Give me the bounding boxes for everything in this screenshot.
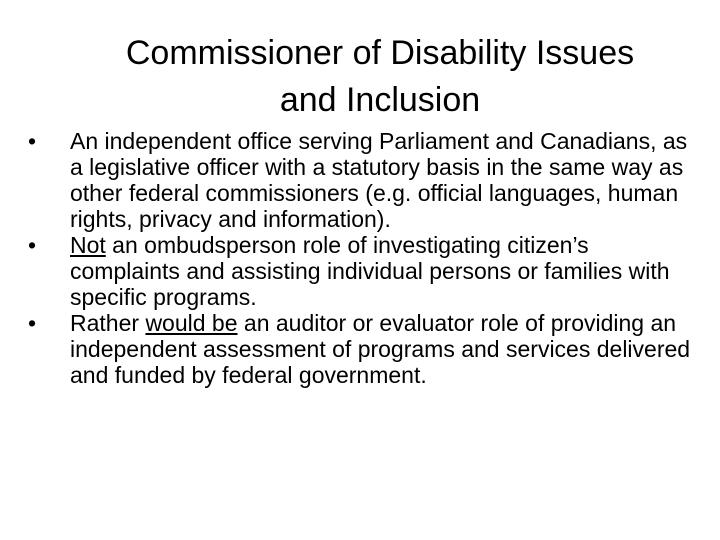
bullet-point-icon: • (28, 128, 37, 154)
slide-title (40, 30, 720, 124)
bullet-emphasis: would be (145, 310, 238, 336)
bullet-point-icon: • (28, 310, 37, 336)
bullet-item-independent-office (28, 128, 703, 232)
bullet-emphasis: Not (70, 232, 106, 258)
bullet-text: an auditor or evaluator role of providing an independent assessment of programs and services delivered and funded by federal government. (70, 310, 691, 388)
bullet-point-icon: • (28, 232, 37, 258)
bullet-text: An independent office serving Parliament and Canadians, as a legislative officer with a statutory basis in the same way as other federal commissioners (e.g. official languages, human rights, privacy and information). (70, 128, 688, 232)
bullet-lead: Rather (70, 310, 146, 336)
bullet-item-auditor-role (28, 310, 703, 388)
title-line-2: and Inclusion (279, 81, 481, 119)
bullet-list (28, 128, 703, 388)
title-line-1: Commissioner of Disability Issues (125, 34, 635, 72)
bullet-text: an ombudsperson role of investigating citizen’s complaints and assisting individual persons or families with specific programs. (70, 232, 670, 310)
bullet-item-not-ombudsperson (28, 232, 703, 310)
